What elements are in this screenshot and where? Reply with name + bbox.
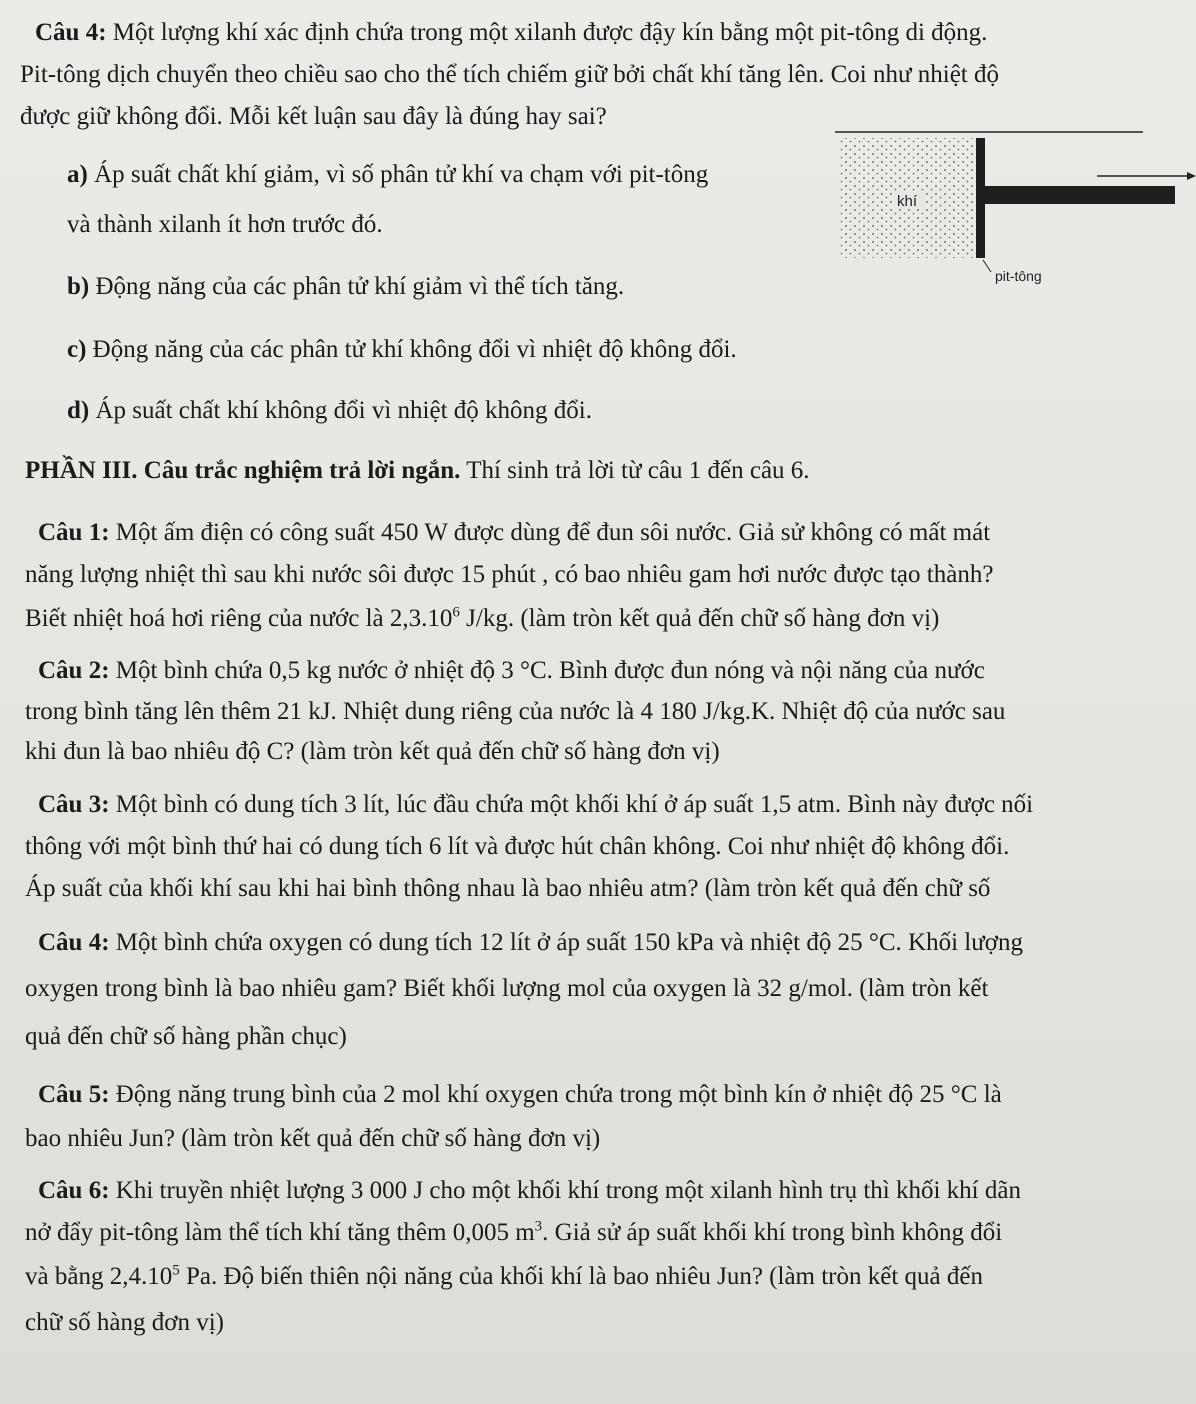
p6-text-1: Khi truyền nhiệt lượng 3 000 J cho một khối khí trong một xilanh hình trụ thì khối khí dãn [109,1177,1021,1204]
p5-text-1: Động năng trung bình của 2 mol khí oxygen chứa trong một bình kín ở nhiệt độ 25 °C là [109,1081,1002,1108]
p6-text-2a: nở đẩy pit-tông làm thể tích khí tăng thêm 0,005 m [25,1219,535,1246]
p4-line-3: quả đến chữ số hàng phần chục) [25,1023,347,1050]
q4-statement-b [67,272,624,302]
p3-line-3: Áp suất của khối khí sau khi hai bình thông nhau là bao nhiêu atm? (làm tròn kết quả đến chữ số [25,875,991,902]
p6-heading: Câu 6: [38,1177,110,1204]
p6-text-3a: và bằng 2,4.10 [25,1263,173,1290]
q4-statement-d [67,396,592,426]
motion-arrow-head [1187,172,1196,180]
part3-instruction: Thí sinh trả lời từ câu 1 đến câu 6. [460,457,810,484]
cylinder-piston-figure [835,128,1196,298]
piston-head [976,138,985,258]
p5-line-2: bao nhiêu Jun? (làm tròn kết quả đến chữ số hàng đơn vị) [25,1125,601,1152]
p3-line-1 [38,790,1033,820]
p3-line-2: thông với một bình thứ hai có dung tích 6 lít và được hút chân không. Coi như nhiệt độ không đổi. [25,833,1010,860]
p6-line-4: chữ số hàng đơn vị) [25,1309,224,1336]
q4-d-text: Áp suất chất khí không đổi vì nhiệt độ không đổi. [89,397,592,424]
q4-line-2: Pit-tông dịch chuyển theo chiều sao cho thể tích chiếm giữ bởi chất khí tăng lên. Coi như nhiệt độ [20,61,1000,88]
q4-line-3: được giữ không đổi. Mỗi kết luận sau đây là đúng hay sai? [20,103,607,130]
p4-heading: Câu 4: [38,929,110,956]
p1-line-1 [38,518,990,548]
p2-line-1 [38,656,985,686]
p1-text-1: Một ấm điện có công suất 450 W được dùng để đun sôi nước. Giả sử không có mất mát [109,519,991,546]
p4-line-2: oxygen trong bình là bao nhiêu gam? Biết khối lượng mol của oxygen là 32 g/mol. (làm tròn kết [25,975,989,1002]
p2-heading: Câu 2: [38,657,110,684]
q4-heading: Câu 4: [35,19,107,46]
p6-line-3 [25,1262,983,1292]
piston-label: pit-tông [995,268,1042,284]
p4-line-1 [38,928,1023,958]
p6-line-2 [25,1218,1002,1248]
part3-heading: PHẦN III. Câu trắc nghiệm trả lời ngắn. [25,457,461,484]
p3-heading: Câu 3: [38,791,110,818]
q4-b-label: b) [67,273,90,300]
piston-label-leader [983,260,991,272]
p6-exponent-2: 5 [172,1262,180,1279]
p6-line-1 [38,1176,1021,1206]
p1-line-3 [25,604,939,634]
p2-line-3: khi đun là bao nhiêu độ C? (làm tròn kết quả đến chữ số hàng đơn vị) [25,738,720,765]
q4-text-1: Một lượng khí xác định chứa trong một xilanh được đậy kín bằng một pit-tông di động. [106,19,988,46]
q4-a-label: a) [67,161,88,188]
q4-a-text-1: Áp suất chất khí giảm, vì số phân tử khí va chạm với pit-tông [87,161,709,188]
q4-line-1 [35,18,987,48]
q4-c-label: c) [67,336,87,363]
part3-heading-line [25,456,810,486]
q4-c-text: Động năng của các phân tử khí không đổi vì nhiệt độ không đổi. [86,336,737,363]
p3-text-1: Một bình có dung tích 3 lít, lúc đầu chứa một khối khí ở áp suất 1,5 atm. Bình này được nối [109,791,1034,818]
gas-label: khí [897,193,918,210]
q4-b-text: Động năng của các phân tử khí giảm vì thể tích tăng. [89,273,625,300]
p1-exponent: 6 [452,604,460,621]
p1-text-3b: J/kg. (làm tròn kết quả đến chữ số hàng đơn vị) [459,605,940,632]
piston-rod [985,186,1175,204]
q4-d-label: d) [67,397,90,424]
q4-statement-c [67,335,737,365]
p1-text-3a: Biết nhiệt hoá hơi riêng của nước là 2,3.10 [25,605,453,632]
p6-exponent-1: 3 [534,1218,543,1235]
q4-statement-a-line-1 [67,160,708,190]
p5-heading: Câu 5: [38,1081,110,1108]
q4-statement-a-line-2: và thành xilanh ít hơn trước đó. [67,211,383,238]
p2-line-2: trong bình tăng lên thêm 21 kJ. Nhiệt dung riêng của nước là 4 180 J/kg.K. Nhiệt độ của nước sau [25,698,1006,725]
p5-line-1 [38,1080,1002,1110]
p4-text-1: Một bình chứa oxygen có dung tích 12 lít ở áp suất 150 kPa và nhiệt độ 25 °C. Khối lượng [109,929,1023,956]
p6-text-3b: Pa. Độ biến thiên nội năng của khối khí là bao nhiêu Jun? (làm tròn kết quả đến [179,1263,983,1290]
p6-text-2b: . Giả sử áp suất khối khí trong bình không đổi [542,1219,1003,1246]
p1-line-2: năng lượng nhiệt thì sau khi nước sôi được 15 phút , có bao nhiêu gam hơi nước được tạo thành? [25,561,994,588]
p1-heading: Câu 1: [38,519,110,546]
p2-text-1: Một bình chứa 0,5 kg nước ở nhiệt độ 3 °C. Bình được đun nóng và nội năng của nước [109,657,985,684]
